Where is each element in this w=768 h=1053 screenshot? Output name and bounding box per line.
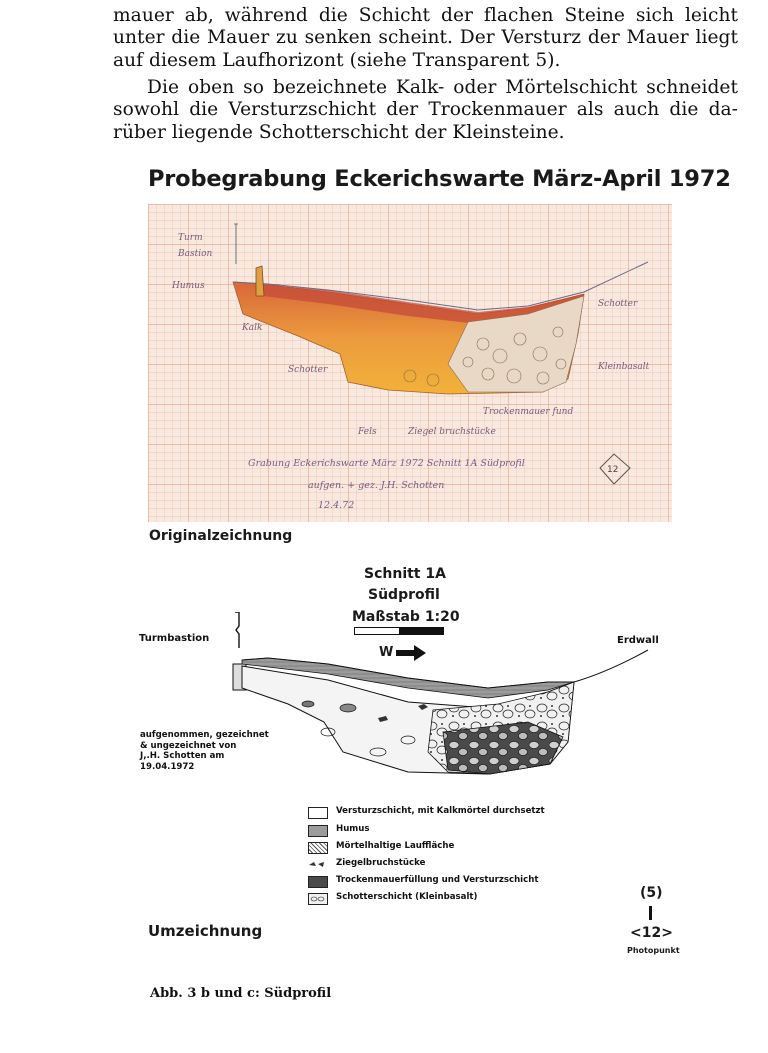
figure-caption: Abb. 3 b und c: Südprofil xyxy=(150,986,332,1001)
text-line: rüber liegende Schotterschicht der Kleinsteine. xyxy=(113,121,565,143)
sketch-handwriting: aufgen. + gez. J.H. Schotten xyxy=(308,480,445,491)
redrawn-profile xyxy=(228,612,658,792)
svg-text:Trockenmauer fund: Trockenmauer fund xyxy=(483,407,574,417)
section-subtitle: Südprofil xyxy=(368,587,440,603)
paragraph-2 xyxy=(113,77,738,144)
legend-label: Mörtelhaltige Lauffläche xyxy=(336,841,455,851)
erdwall-label: Erdwall xyxy=(617,635,659,646)
legend-swatch xyxy=(308,807,328,819)
section-title: Schnitt 1A xyxy=(364,566,446,582)
text-line: mauer ab, während die Schicht der flachen Steine sich leicht xyxy=(113,5,738,26)
legend-swatch xyxy=(308,893,328,905)
legend-swatch xyxy=(308,842,328,854)
photopoint-number: <12> xyxy=(630,925,673,941)
legend-label: Trockenmauerfüllung und Versturzschicht xyxy=(336,875,539,885)
sketch-stamp: 12 xyxy=(607,465,619,475)
marker-bar xyxy=(649,906,652,920)
figure-title: Probegrabung Eckerichswarte März-April 1972 xyxy=(148,166,731,192)
svg-text:Turm: Turm xyxy=(178,233,203,243)
svg-text:Bastion: Bastion xyxy=(178,249,213,259)
sketch-handwriting: 12.4.72 xyxy=(318,500,355,511)
legend-label: Ziegelbruchstücke xyxy=(336,858,426,868)
paragraph-1 xyxy=(113,5,738,72)
svg-text:Schotter: Schotter xyxy=(288,365,328,375)
redraw-caption: Umzeichnung xyxy=(148,922,263,940)
legend-swatch xyxy=(308,825,328,837)
legend-label: Versturzschicht, mit Kalkmörtel durchsetzt xyxy=(336,806,545,816)
legend-swatch xyxy=(308,876,328,888)
sketch-handwriting: Grabung Eckerichswarte März 1972 Schnitt 1A Südprofil xyxy=(248,458,525,469)
credit-line: & ungezeichnet von xyxy=(140,740,237,751)
turmbastion-label: Turmbastion xyxy=(139,633,210,644)
credit-block xyxy=(140,730,269,772)
scale-label: Maßstab 1:20 xyxy=(352,609,460,625)
legend-label: Schotterschicht (Kleinbasalt) xyxy=(336,892,478,902)
svg-text:Kalk: Kalk xyxy=(242,323,263,333)
text-line: Die oben so bezeichnete Kalk- oder Mörtelschicht schneidet xyxy=(147,77,738,98)
text-line: sowohl die Versturzschicht der Trockenmauer als auch die da- xyxy=(113,99,738,121)
original-drawing xyxy=(148,204,672,522)
credit-line: 19.04.1972 xyxy=(140,761,195,772)
credit-line: J,.H. Schotten am xyxy=(140,751,225,762)
legend-label: Humus xyxy=(336,824,370,834)
photopoint-label: Photopunkt xyxy=(627,946,680,955)
legend-swatch xyxy=(308,859,326,869)
svg-text:Humus: Humus xyxy=(172,281,205,291)
direction-label: W xyxy=(379,645,394,660)
svg-text:Schotter: Schotter xyxy=(598,299,638,309)
credit-line: aufgenommen, gezeichnet xyxy=(140,730,269,740)
text-line: unter die Mauer zu senken scheint. Der Versturz der Mauer liegt xyxy=(113,27,738,49)
svg-text:Fels: Fels xyxy=(358,427,377,437)
svg-text:Kleinbasalt: Kleinbasalt xyxy=(598,362,650,372)
text-line: auf diesem Laufhorizont (siehe Transparent 5). xyxy=(113,49,561,71)
original-caption: Originalzeichnung xyxy=(149,528,293,544)
svg-text:Ziegel bruchstücke: Ziegel bruchstücke xyxy=(408,427,496,437)
transparent-number: (5) xyxy=(640,885,663,901)
